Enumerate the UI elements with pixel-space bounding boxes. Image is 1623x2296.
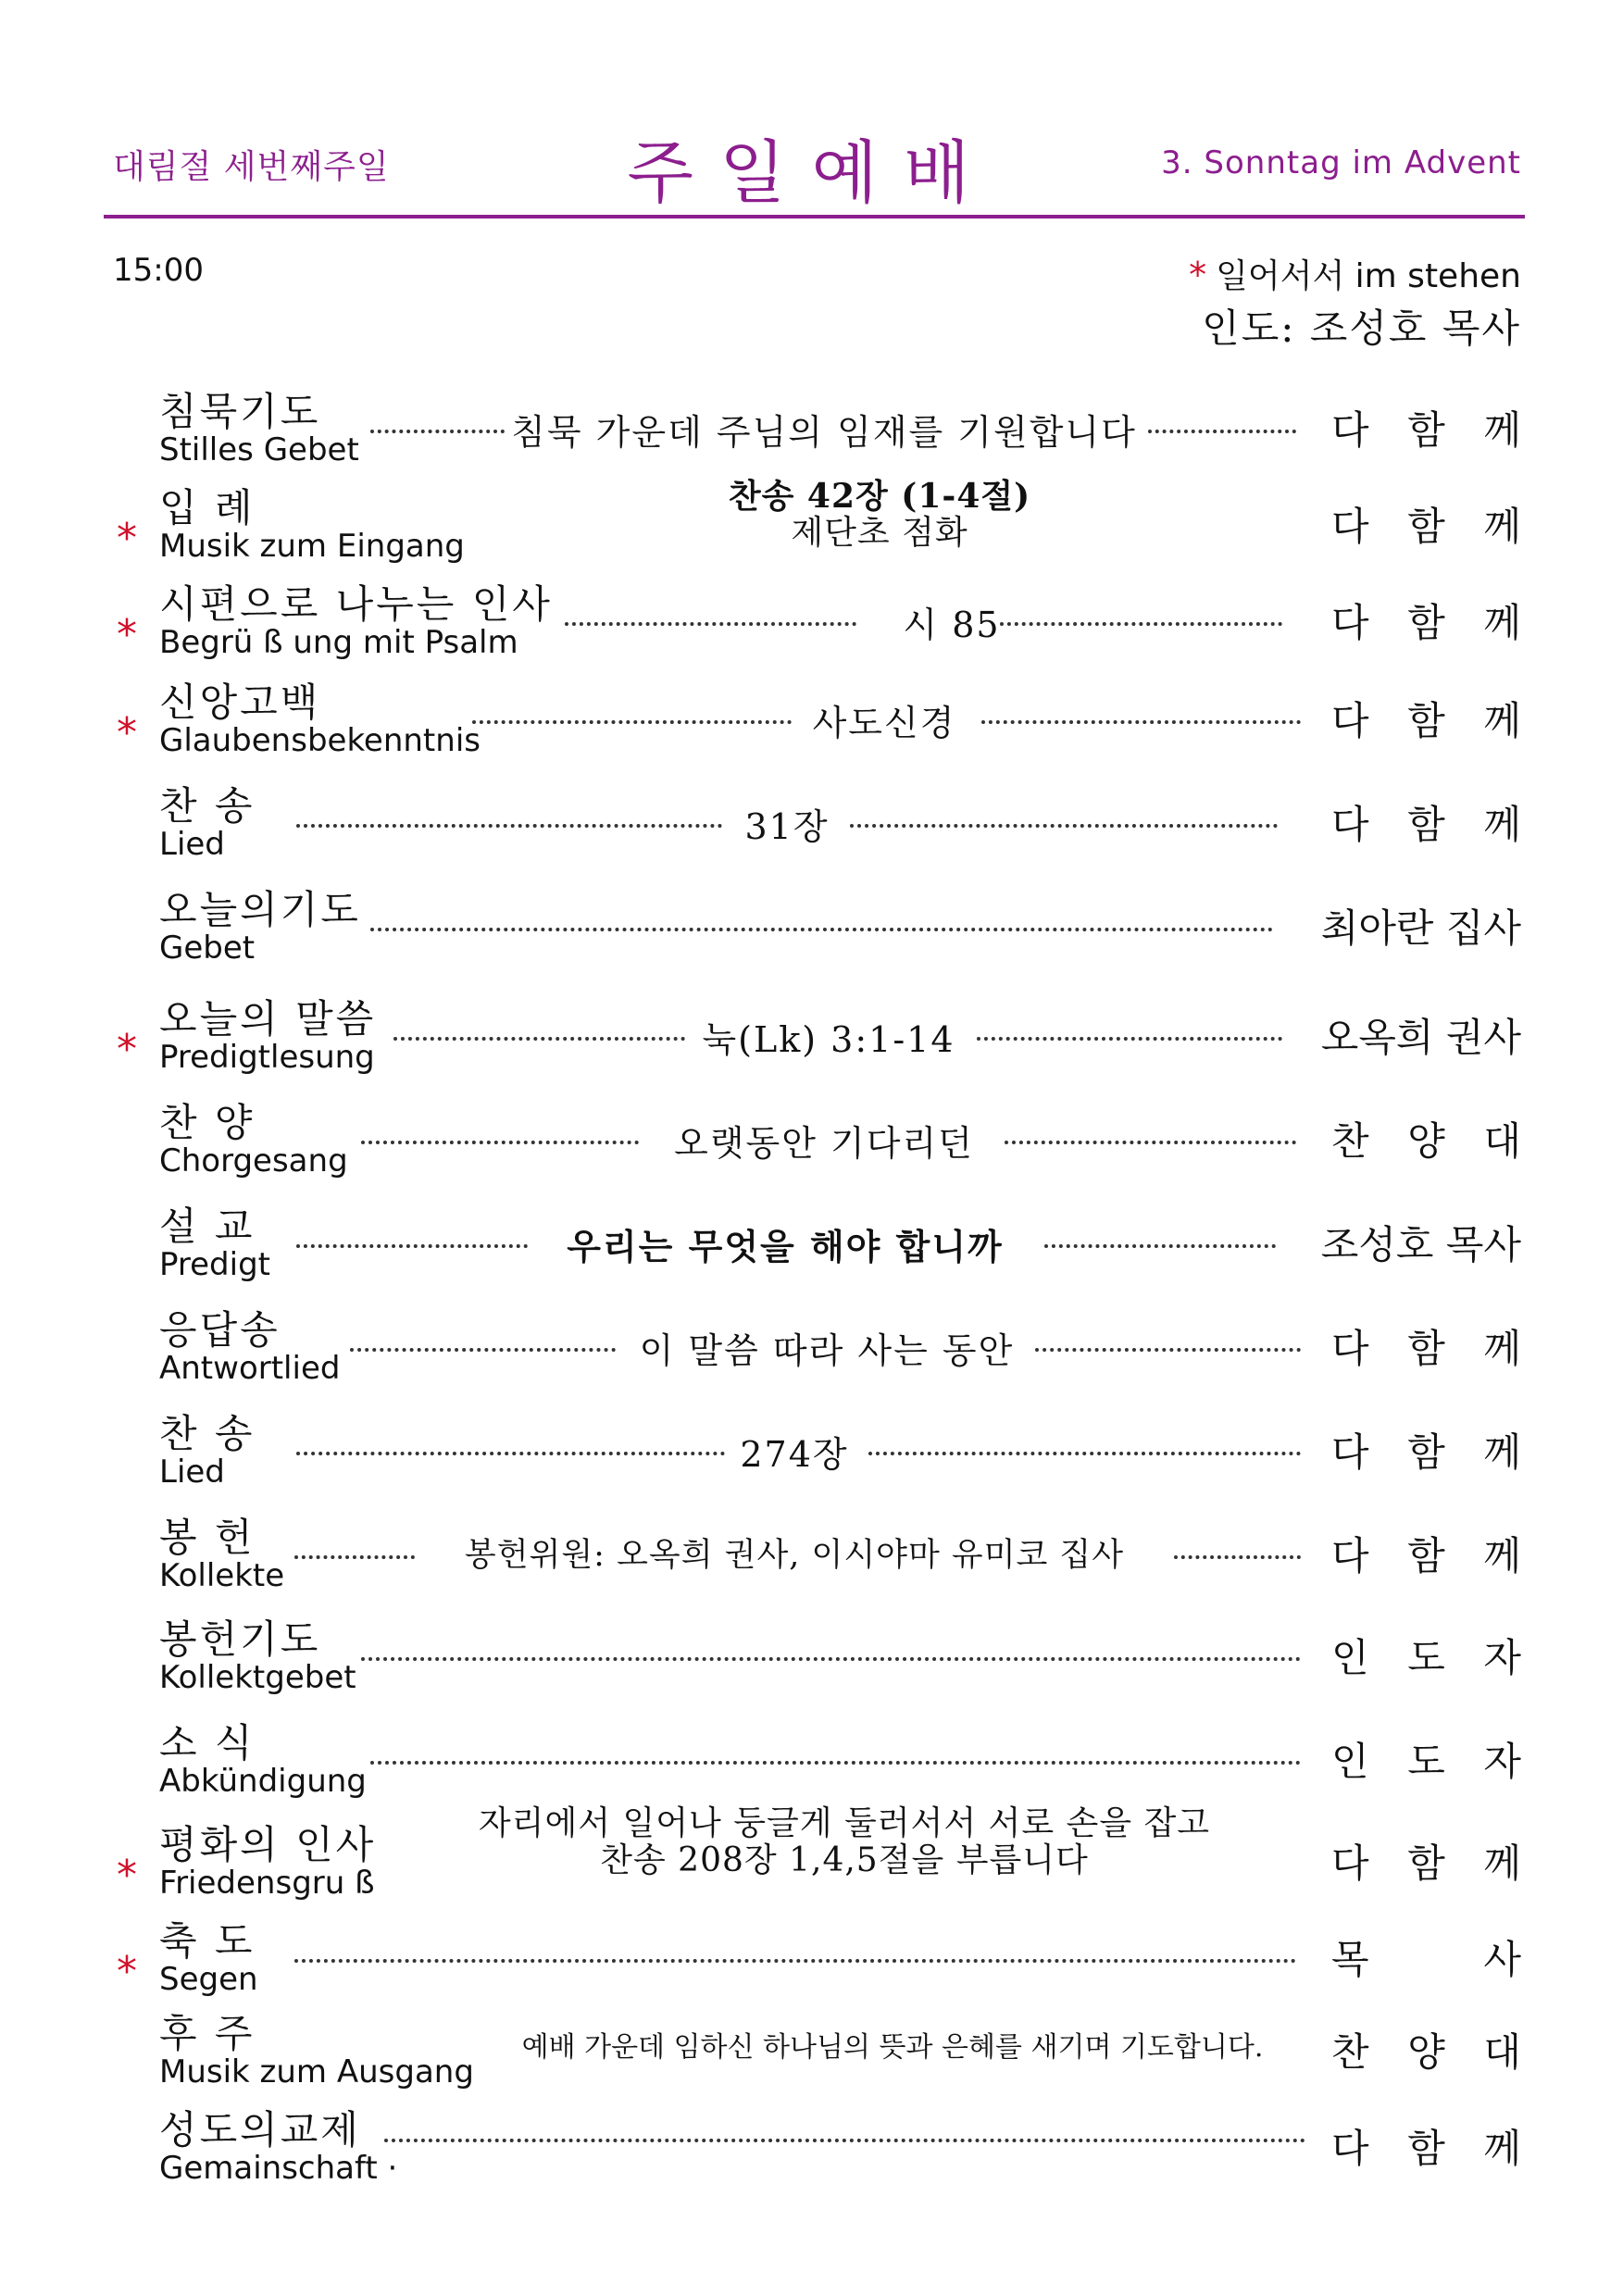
service-item <box>0 1300 1623 1392</box>
item-leader: 다 함 께 <box>1331 600 1521 645</box>
item-leader: 다 함 께 <box>1331 802 1521 847</box>
item-title-ko: 오늘의기도 <box>159 887 361 932</box>
service-item <box>0 1092 1623 1185</box>
standing-asterisk-icon: * <box>117 1026 137 1073</box>
item-title-ko: 침묵기도 <box>159 389 321 434</box>
item-leader: 오옥희 권사 <box>1320 1015 1521 1060</box>
dot-leader <box>868 1424 1301 1455</box>
dot-leader <box>977 1009 1282 1041</box>
item-leader: 다 함 께 <box>1331 504 1521 549</box>
dot-leader <box>361 1113 639 1144</box>
standing-asterisk-icon: * <box>117 1948 137 1995</box>
service-item <box>0 574 1623 667</box>
dot-leader <box>1148 402 1296 433</box>
item-leader: 다 함 께 <box>1331 1326 1521 1371</box>
service-item <box>0 2100 1623 2192</box>
item-leader: 다 함 께 <box>1331 407 1521 453</box>
item-leader: 찬 양 대 <box>1331 1118 1521 1164</box>
service-item <box>0 478 1623 570</box>
service-item <box>0 1804 1623 1907</box>
service-item <box>0 381 1623 474</box>
standing-asterisk-icon: * <box>117 1852 137 1899</box>
item-title-ko: 입 례 <box>159 485 256 530</box>
item-leader: 최아란 집사 <box>1320 905 1521 951</box>
dot-leader <box>1174 1528 1301 1559</box>
item-detail-line1: 찬송 42장 (1-4절) <box>728 477 1031 516</box>
presider: 인도: 조성호 목사 <box>1202 306 1521 351</box>
item-title-ko: 시편으로 나누는 인사 <box>159 581 553 627</box>
item-detail: 오랫동안 기다리던 <box>674 1123 974 1164</box>
service-item <box>0 989 1623 1081</box>
dot-leader <box>565 594 856 626</box>
standing-asterisk-icon: * <box>117 709 137 756</box>
dot-leader <box>472 693 792 724</box>
service-item <box>0 2003 1623 2096</box>
item-detail-line1: 자리에서 일어나 둥글게 둘러서서 서로 손을 잡고 <box>478 1804 1211 1842</box>
item-leader: 인 도 자 <box>1331 1635 1521 1680</box>
service-time: 15:00 <box>113 252 204 289</box>
service-item <box>0 1404 1623 1496</box>
standing-asterisk-icon: * <box>117 611 137 658</box>
header-left: 대림절 세번째주일 <box>113 148 390 186</box>
item-title-de: Antwortlied <box>159 1350 341 1387</box>
item-title-de: Stilles Gebet <box>159 431 359 468</box>
item-leader: 목 사 <box>1331 1937 1521 1982</box>
dot-leader <box>296 1217 528 1248</box>
item-title-de: Predigtlesung <box>159 1039 375 1076</box>
item-detail: 274장 <box>740 1434 849 1475</box>
item-detail: 31장 <box>744 806 830 847</box>
item-title-de: Gemainschaft · <box>159 2150 398 2187</box>
service-item <box>0 1713 1623 1805</box>
item-title-de: Lied <box>159 826 225 863</box>
item-title-de: Segen <box>159 1961 258 1998</box>
dot-leader <box>350 1320 616 1352</box>
item-title-ko: 봉헌기도 <box>159 1616 321 1662</box>
item-title-ko: 성도의교제 <box>159 2107 361 2152</box>
stand-note <box>1189 250 1521 297</box>
item-leader: 다 함 께 <box>1331 698 1521 743</box>
item-title-de: Chorgesang <box>159 1142 348 1179</box>
item-title-ko: 찬 양 <box>159 1100 256 1145</box>
item-detail-line2: 찬송 208장 1,4,5절을 부릅니다 <box>600 1841 1089 1879</box>
dot-leader <box>393 1009 685 1041</box>
item-title-ko: 봉 헌 <box>159 1515 256 1560</box>
dot-leader <box>384 2111 1305 2142</box>
item-leader: 다 함 께 <box>1331 1841 1521 1886</box>
dot-leader <box>1035 1320 1301 1352</box>
service-item <box>0 1507 1623 1600</box>
dot-leader <box>294 1528 415 1559</box>
dot-leader <box>370 900 1273 931</box>
item-title-ko: 응답송 <box>159 1307 281 1353</box>
item-detail: 우리는 무엇을 해야 합니까 <box>567 1226 1004 1267</box>
item-title-de: Lied <box>159 1454 225 1491</box>
item-title-de: Musik zum Ausgang <box>159 2053 474 2090</box>
service-item <box>0 1911 1623 2003</box>
dot-leader <box>1000 594 1282 626</box>
item-detail: 눅(Lk) 3:1-14 <box>702 1019 955 1060</box>
standing-asterisk-icon: * <box>117 515 137 562</box>
item-title-de: Musik zum Eingang <box>159 528 465 565</box>
dot-leader <box>370 1733 1301 1765</box>
item-title-ko: 평화의 인사 <box>159 1822 377 1867</box>
item-detail: 침묵 가운데 주님의 임재를 기원합니다 <box>511 412 1137 453</box>
item-title-ko: 오늘의 말씀 <box>159 996 377 1042</box>
service-item <box>0 776 1623 868</box>
item-leader: 인 도 자 <box>1331 1739 1521 1784</box>
service-item <box>0 672 1623 765</box>
item-title-de: Kollekte <box>159 1557 285 1594</box>
item-title-ko: 소 식 <box>159 1720 256 1766</box>
dot-leader <box>296 796 722 828</box>
dot-leader <box>850 796 1278 828</box>
item-detail: 이 말씀 따라 사는 동안 <box>639 1330 1015 1371</box>
item-leader: 다 함 께 <box>1331 2126 1521 2171</box>
item-detail <box>729 478 1030 552</box>
item-detail: 시 85 <box>903 605 1001 645</box>
item-detail: 사도신경 <box>812 703 956 743</box>
item-detail: 예배 가운데 임하신 하나님의 뜻과 은혜를 새기며 기도합니다. <box>521 2031 1264 2064</box>
item-detail <box>479 1805 1210 1879</box>
service-item <box>0 880 1623 972</box>
item-title-ko: 찬 송 <box>159 783 256 829</box>
item-title-ko: 신앙고백 <box>159 680 321 725</box>
dot-leader <box>1044 1217 1276 1248</box>
page-title: 주일예배 <box>627 133 996 213</box>
item-title-de: Glaubensbekenntnis <box>159 722 481 759</box>
item-title-ko: 후 주 <box>159 2011 256 2056</box>
dot-leader <box>1005 1113 1296 1144</box>
header-right: 3. Sonntag im Advent <box>1161 144 1521 181</box>
dot-leader <box>294 1931 1296 1963</box>
item-title-ko: 축 도 <box>159 1918 256 1964</box>
dot-leader <box>361 1629 1301 1661</box>
item-detail: 봉헌위원: 오옥희 권사, 이시야마 유미코 집사 <box>464 1537 1125 1574</box>
dot-leader <box>296 1424 725 1455</box>
item-title-ko: 찬 송 <box>159 1411 256 1456</box>
item-title-de: Begrü ß ung mit Psalm <box>159 624 518 661</box>
item-title-de: Abkündigung <box>159 1763 367 1800</box>
item-leader: 조성호 목사 <box>1320 1222 1521 1267</box>
item-leader: 다 함 께 <box>1331 1533 1521 1578</box>
item-title-de: Gebet <box>159 930 256 967</box>
header-divider <box>104 215 1525 218</box>
item-leader: 찬 양 대 <box>1331 2029 1521 2075</box>
service-item <box>0 1609 1623 1702</box>
asterisk-icon: * <box>1189 255 1207 295</box>
stand-note-text: 일어서서 im stehen <box>1216 257 1521 295</box>
dot-leader <box>370 402 505 433</box>
item-title-de: Predigt <box>159 1246 270 1283</box>
item-title-ko: 설 교 <box>159 1204 256 1249</box>
item-title-de: Friedensgru ß <box>159 1865 375 1902</box>
dot-leader <box>981 693 1301 724</box>
service-item <box>0 1196 1623 1289</box>
item-title-de: Kollektgebet <box>159 1659 356 1696</box>
item-leader: 다 함 께 <box>1331 1429 1521 1475</box>
item-detail-line2: 제단초 점화 <box>791 514 968 552</box>
